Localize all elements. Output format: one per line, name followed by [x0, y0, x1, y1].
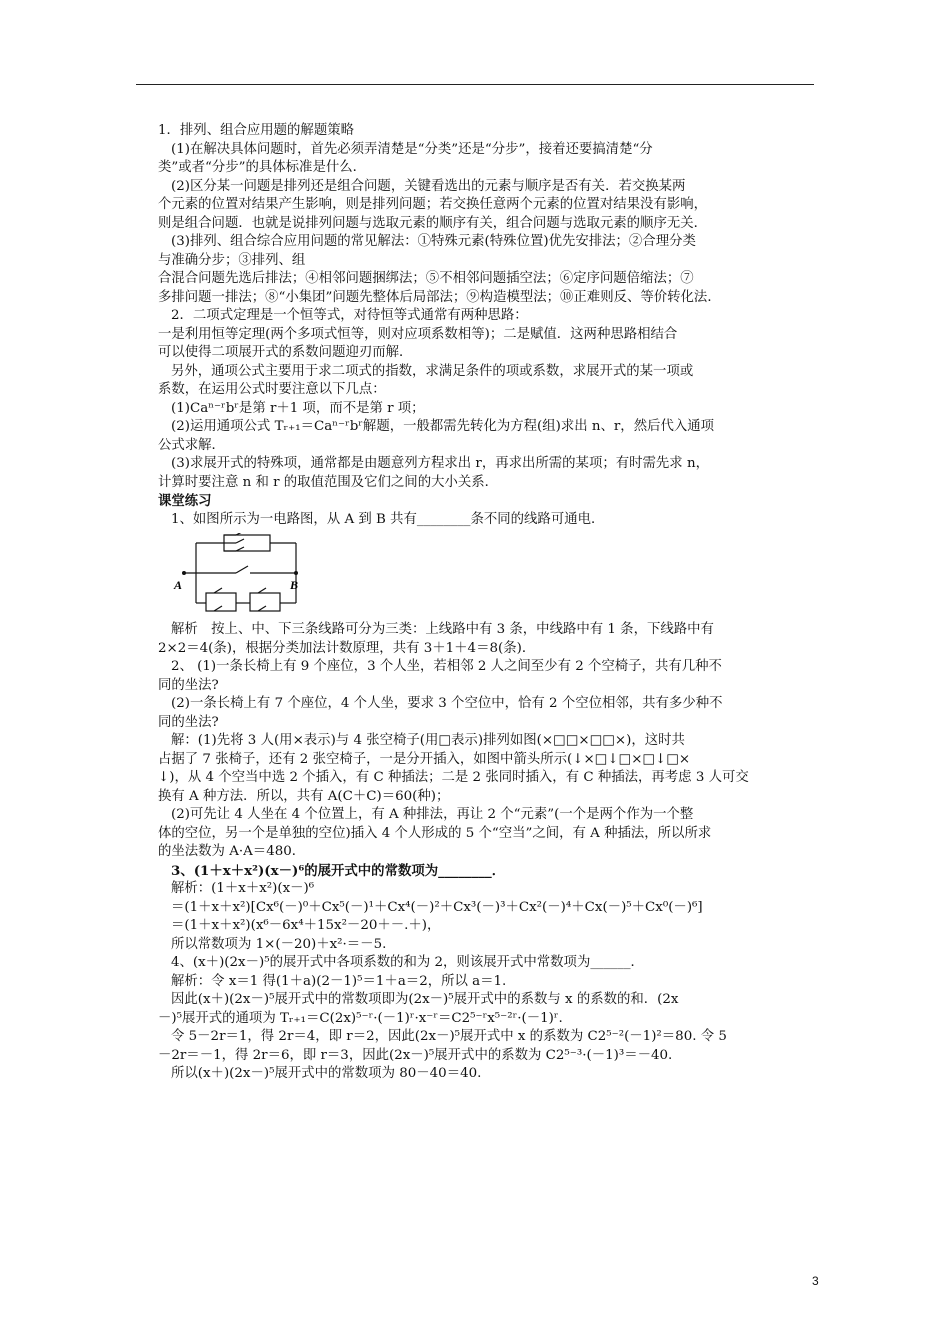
text-line: －)⁵展开式的通项为 Tᵣ₊₁＝C(2x)⁵⁻ʳ·(－1)ʳ·x⁻ʳ＝C2⁵⁻ʳx⁵⁻²ʳ·(－1)ʳ.: [158, 1010, 563, 1026]
solution-4: 解析：令 x＝1 得(1＋a)(2－1)⁵＝1＋a＝2，所以 a＝1.: [171, 973, 507, 989]
text-line: 体的空位，另一个是单独的空位)插入 4 个人形成的 5 个“空当”之间，有 A 种插法，所以所求: [158, 825, 712, 841]
text-line: 占据了 7 张椅子，还有 2 张空椅子，一是分开插入，如图中箭头所示(↓×□↓□×□↓□×: [158, 751, 691, 767]
text-line: 所以常数项为 1×(－20)＋x²·＝－5.: [171, 936, 387, 952]
solution-2: 解：(1)先将 3 人(用×表示)与 4 张空椅子(用□表示)排列如图(×□□×□□×)，这时共: [171, 733, 685, 748]
switch-icon: [236, 566, 248, 573]
text-line: (3)排列、组合综合应用问题的常见解法：①特殊元素(特殊位置)优先安排法；②合理分类: [171, 234, 696, 249]
text-line: 则是组合问题．也就是说排列问题与选取元素的顺序有关，组合问题与选取元素的顺序无关．: [158, 215, 708, 231]
text-line: (1)Caⁿ⁻ʳbʳ是第 r＋1 项，而不是第 r 项；: [171, 400, 425, 416]
text-line: ↓)，从 4 个空当中选 2 个插入，有 C 种插法；二是 2 张同时插入，有 C 种插法，再考虑 3 人可交: [158, 770, 749, 785]
node-a-dot: [182, 571, 186, 575]
node-b-dot: [294, 571, 298, 575]
text-line: 个元素的位置对结果产生影响，则是排列问题；若交换任意两个元素的位置对结果没有影响，: [158, 197, 708, 212]
document-body: [158, 122, 826, 1084]
text-line: 类”或者“分步”的具体标准是什么．: [158, 160, 367, 175]
solution-1: 解析 按上、中、下三条线路可分为三类：上线路中有 3 条，中线路中有 1 条，下线路中有: [171, 622, 714, 637]
question-1: 1、如图所示为一电路图，从 A 到 B 共有________条不同的线路可通电．: [171, 511, 605, 527]
text-line: 系数，在运用公式时要注意以下几点：: [158, 382, 386, 397]
circuit-diagram: [170, 533, 300, 615]
text-line: 同的坐法?: [158, 677, 219, 693]
text-line: －2r＝－1，得 2r＝6，即 r＝3，因此(2x－)⁵展开式中的系数为 C2⁵⁻³·(－1)³＝－40.: [158, 1047, 673, 1063]
text-line: 同的坐法?: [158, 714, 219, 730]
label-b: B: [290, 578, 299, 592]
label-a: A: [174, 578, 183, 592]
text-line: 与准确分步；③排列、组: [158, 252, 306, 268]
text-line: 因此(x＋)(2x－)⁵展开式中的常数项即为(2x－)⁵展开式中的系数与 x 的系数的和．(2x: [171, 992, 679, 1007]
text-line: 2×2＝4(条)，根据分类加法计数原理，共有 3＋1＋4＝8(条)．: [158, 640, 536, 656]
section-title-exercises: 课堂练习: [158, 493, 212, 509]
text-line: 合混合问题先选后排法；④相邻问题捆绑法；⑤不相邻问题插空法；⑥定序问题倍缩法；⑦: [158, 271, 694, 286]
text-line: (2)可先让 4 人坐在 4 个位置上，有 A 种排法，再让 2 个“元素”(一个是两个作为一个整: [171, 807, 694, 822]
question-2: 2、 (1)一条长椅上有 9 个座位，3 个人坐，若相邻 2 人之间至少有 2 个空椅子，共有几种不: [171, 659, 722, 674]
text-line: ＝(1＋x＋x²)[Cx⁶(－)⁰＋Cx⁵(－)¹＋Cx⁴(－)²＋Cx³(－)³＋Cx²(－)⁴＋Cx(－)⁵＋Cx⁰(－)⁶]: [171, 899, 703, 915]
switch-icon: [214, 588, 222, 593]
text-line: 另外，通项公式主要用于求二项式的指数，求满足条件的项或系数，求展开式的某一项或: [171, 363, 694, 379]
switch-icon: [236, 539, 244, 543]
text-line: (2)区分某一问题是排列还是组合问题，关键看选出的元素与顺序是否有关．若交换某两: [171, 178, 686, 194]
text-line: 所以(x＋)(2x－)⁵展开式中的常数项为 80－40＝40.: [171, 1066, 482, 1081]
text-line: 的坐法数为 A·A＝480．: [158, 844, 306, 859]
text-line: 换有 A 种方法．所以，共有 A(C＋C)＝60(种)；: [158, 788, 450, 804]
solution-3: 解析：(1＋x＋x²)(x－)⁶: [171, 881, 315, 896]
page-number: 3: [812, 1274, 819, 1288]
switch-icon: [258, 606, 266, 611]
text-line: (3)求展开式的特殊项，通常都是由题意列方程求出 r，再求出所需的某项；有时需先求 n，: [171, 456, 709, 471]
text-line: 可以使得二项展开式的系数问题迎刃而解．: [158, 345, 413, 360]
text-line: (2)运用通项公式 Tᵣ₊₁＝Caⁿ⁻ʳbʳ解题，一般都需先转化为方程(组)求出 n、r，然后代入通项: [171, 419, 715, 434]
header-rule: [136, 84, 814, 85]
bottom-parallel-box-2: [250, 593, 280, 611]
text-line: 多排问题一排法；⑧“小集团”问题先整体后局部法；⑨构造模型法；⑩正难则反、等价转化法．: [158, 289, 721, 305]
switch-icon: [258, 588, 266, 593]
text-line: (1)在解决具体问题时，首先必须弄清楚是“分类”还是“分步”，接着还要搞清楚“分: [171, 141, 653, 157]
text-line: ＝(1＋x＋x²)(x⁶－6x⁴＋15x²－20＋－.＋)，: [171, 918, 441, 933]
text-line: (2)一条长椅上有 7 个座位，4 个人坐，要求 3 个空位中，恰有 2 个空位相邻，共有多少种不: [171, 696, 723, 711]
text-line: 公式求解．: [158, 437, 225, 453]
text-line: 令 5－2r＝1，得 2r＝4，即 r＝2，因此(2x－)⁵展开式中 x 的系数为 C2⁵⁻²(－1)²＝80. 令 5: [171, 1029, 727, 1044]
heading-binomial: 2．二项式定理是一个恒等式，对待恒等式通常有两种思路：: [171, 308, 528, 323]
text-line: 一是利用恒等定理(两个多项式恒等，则对应项系数相等)；二是赋值．这两种思路相结合: [158, 326, 678, 342]
heading-strategy: 1．排列、组合应用题的解题策略: [158, 123, 354, 138]
text-line: 计算时要注意 n 和 r 的取值范围及它们之间的大小关系．: [158, 474, 499, 490]
switch-icon: [214, 606, 222, 611]
question-4: 4、(x＋)(2x－)⁵的展开式中各项系数的和为 2，则该展开式中常数项为______．: [171, 955, 644, 970]
bottom-parallel-box-1: [206, 593, 236, 611]
question-3: 3、(1＋x＋x²)(x－)⁶的展开式中的常数项为________．: [171, 862, 506, 879]
